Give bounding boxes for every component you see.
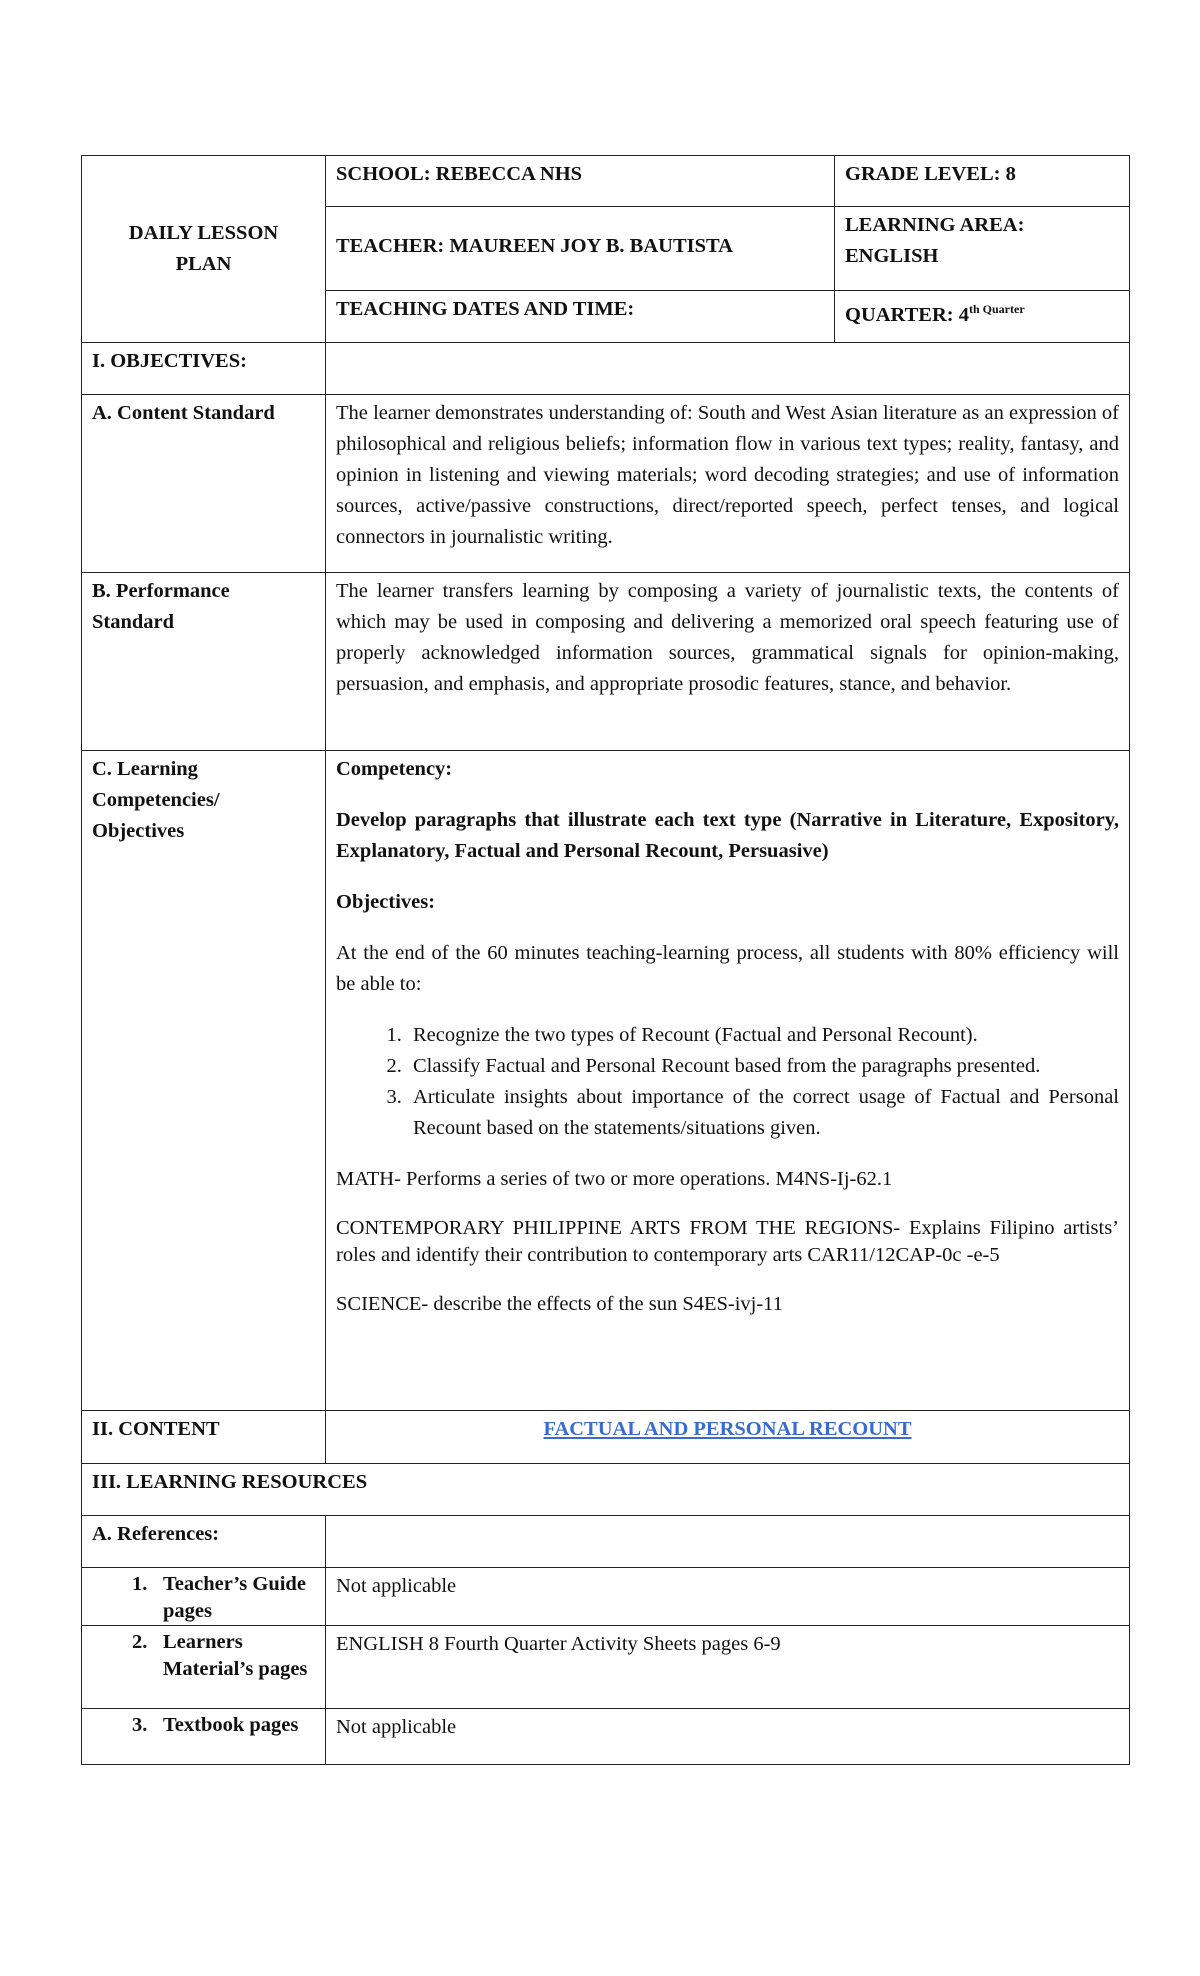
math-integration: MATH- Performs a series of two or more operations. M4NS-Ij-62.1: [336, 1168, 893, 1190]
teaching-dates: TEACHING DATES AND TIME:: [326, 291, 835, 343]
performance-standard: The learner transfers learning by composing a variety of journalistic texts, the contents of which may be used in composing and delivering a memorized oral speech featuring use of properly acknowledged information sources, grammatical signals for opinion-making, persuasion, and emphasis, and appropriate prosodic features, stance, and behavior.: [326, 573, 1130, 751]
resources-heading: III. LEARNING RESOURCES: [82, 1464, 1130, 1516]
reference-label: Learners Material’s pages: [163, 1631, 308, 1680]
objectives-heading: I. OBJECTIVES:: [82, 343, 326, 395]
objectives-heading-sub: Objectives:: [336, 891, 436, 913]
science-integration: SCIENCE- describe the effects of the sun S4ES-ivj-11: [336, 1293, 783, 1315]
school: SCHOOL: REBECCA NHS: [326, 156, 835, 207]
competency: Develop paragraphs that illustrate each text type (Narrative in Literature, Expository, Explanatory, Factual and Personal Recount, Persuasive): [336, 809, 1119, 862]
objectives-list: [336, 1020, 1119, 1144]
arts-integration: CONTEMPORARY PHILIPPINE ARTS FROM THE REGIONS- Explains Filipino artists’ roles and identify their contribution to contemporary arts CAR11/12CAP-0c -e-5: [336, 1217, 1119, 1266]
learning-area: LEARNING AREA: ENGLISH: [835, 207, 1130, 291]
reference-value: ENGLISH 8 Fourth Quarter Activity Sheets pages 6-9: [326, 1626, 1130, 1709]
objectives-intro: At the end of the 60 minutes teaching-learning process, all students with 80% efficiency will be able to:: [336, 942, 1119, 995]
list-item: 2. Classify Factual and Personal Recount based from the paragraphs presented.: [407, 1051, 1119, 1082]
lesson-plan-table: [81, 155, 1130, 1765]
performance-standard-label: B. Performance Standard: [82, 573, 326, 751]
reference-label: Textbook pages: [163, 1714, 299, 1736]
reference-label: Teacher’s Guide pages: [163, 1573, 306, 1622]
plan-title: DAILY LESSON PLAN: [82, 156, 326, 343]
references-label: A. References:: [82, 1516, 326, 1568]
reference-label-cell: [82, 1626, 326, 1709]
empty-cell: [326, 1516, 1130, 1568]
content-topic-link[interactable]: FACTUAL AND PERSONAL RECOUNT: [543, 1418, 912, 1440]
quarter: QUARTER: $4^{th Quarter}$: [835, 291, 1130, 343]
reference-number: 1.: [132, 1573, 148, 1595]
content-standard-label: A. Content Standard: [82, 395, 326, 573]
list-item: 3. Articulate insights about importance of the correct usage of Factual and Personal Recount based on the statements/situations given.: [407, 1082, 1119, 1144]
content-standard: The learner demonstrates understanding of: South and West Asian literature as an expression of philosophical and religious beliefs; information flow in various text types; reality, fantasy, and opinion in listening and viewing materials; word decoding strategies; and use of information sources, active/passive constructions, direct/reported speech, perfect tenses, and logical connectors in journalistic writing.: [326, 395, 1130, 573]
competencies-cell: [326, 751, 1130, 1411]
reference-label-cell: [82, 1709, 326, 1765]
reference-value: Not applicable: [326, 1709, 1130, 1765]
grade-level: GRADE LEVEL: 8: [835, 156, 1130, 207]
teacher: TEACHER: MAUREEN JOY B. BAUTISTA: [326, 207, 835, 291]
reference-number: 2.: [132, 1631, 148, 1653]
content-heading: II. CONTENT: [82, 1411, 326, 1464]
empty-cell: [326, 343, 1130, 395]
list-item: 1. Recognize the two types of Recount (Factual and Personal Recount).: [407, 1020, 1119, 1051]
reference-number: 3.: [132, 1714, 148, 1736]
competencies-label: C. Learning Competencies/ Objectives: [82, 751, 326, 1411]
reference-value: Not applicable: [326, 1568, 1130, 1626]
reference-label-cell: [82, 1568, 326, 1626]
competency-heading: Competency:: [336, 758, 453, 780]
